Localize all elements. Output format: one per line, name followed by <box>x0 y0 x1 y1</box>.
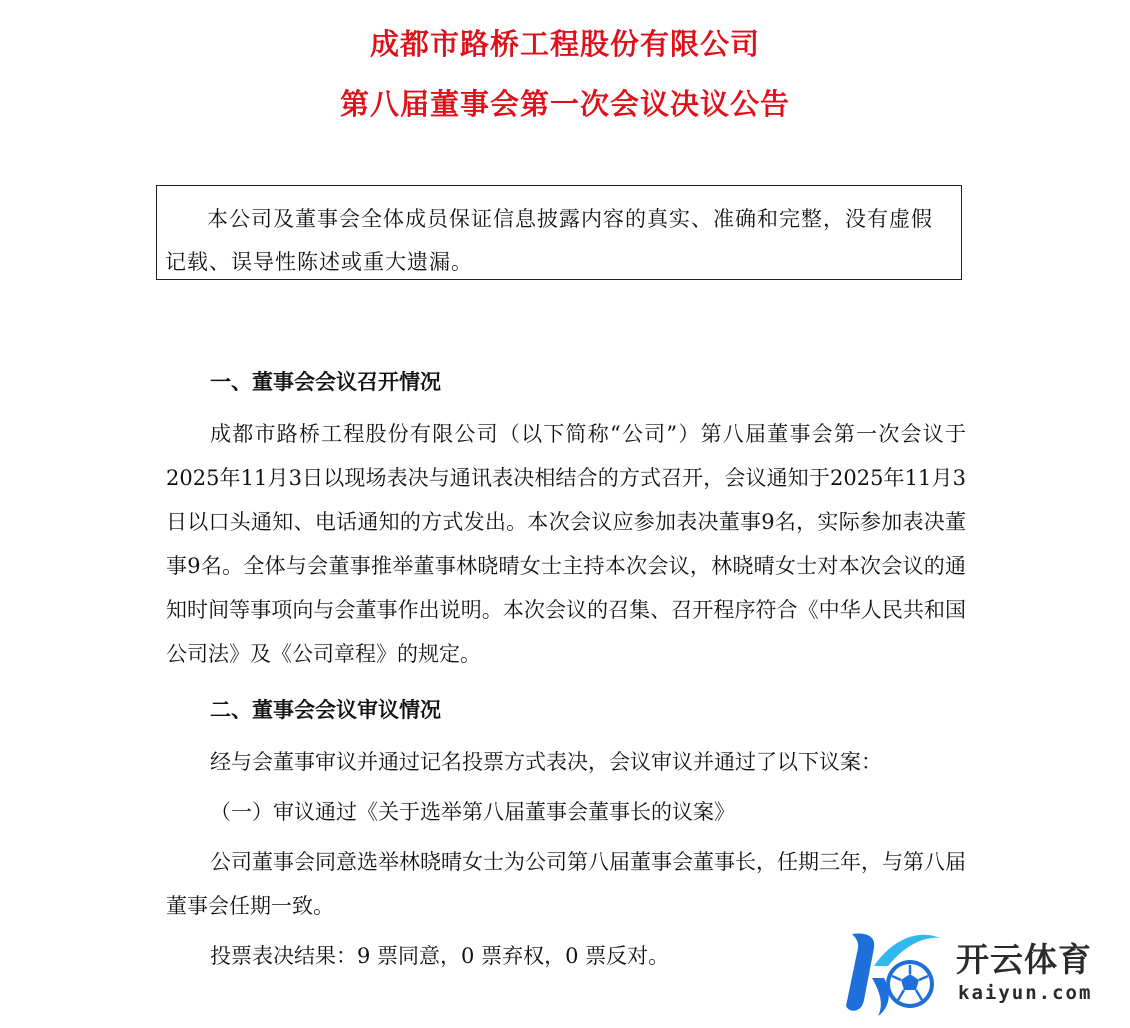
watermark-url-text: kaiyun.com <box>958 982 1093 1004</box>
resolution-1-title: （一）审议通过《关于选举第八届董事会董事长的议案》 <box>210 800 735 824</box>
watermark <box>838 922 1128 1022</box>
section-2-intro: 经与会董事审议并通过记名投票方式表决，会议审议并通过了以下议案： <box>210 750 882 774</box>
section-2-heading: 二、董事会会议审议情况 <box>210 698 441 722</box>
k-soccer-ball-logo-icon <box>838 922 948 1022</box>
watermark-brand-text: 开云体育 <box>956 940 1092 979</box>
resolution-1-body: 公司董事会同意选举林晓晴女士为公司第八届董事会董事长，任期三年，与第八届董事会任期一致。 <box>166 850 966 918</box>
announcement-body <box>166 358 966 978</box>
disclosure-notice-text: 本公司及董事会全体成员保证信息披露内容的真实、准确和完整，没有虚假记载、误导性陈述或重大遗漏。 <box>165 207 933 274</box>
document-title: 第八届董事会第一次会议决议公告 <box>339 87 790 121</box>
vote-result: 投票表决结果：9 票同意，0 票弃权，0 票反对。 <box>210 944 670 968</box>
disclosure-notice-box <box>156 185 962 280</box>
company-title: 成都市路桥工程股份有限公司 <box>369 27 760 61</box>
section-1-heading: 一、董事会会议召开情况 <box>210 370 441 394</box>
section-1-paragraph: 成都市路桥工程股份有限公司（以下简称“公司”）第八届董事会第一次会议于2025年11月3日以现场表决与通讯表决相结合的方式召开，会议通知于2025年11月3日以口头通知、电话通知的方式发出。本次会议应参加表决董事9名，实际参加表决董事9名。全体与会董事推举董事林晓晴女士主持本次会议，林晓晴女士对本次会议的通知时间等事项向与会董事作出说明。本次会议的召集、召开程序符合《中华人民共和国公司法》及《公司章程》的规定。 <box>166 422 966 666</box>
